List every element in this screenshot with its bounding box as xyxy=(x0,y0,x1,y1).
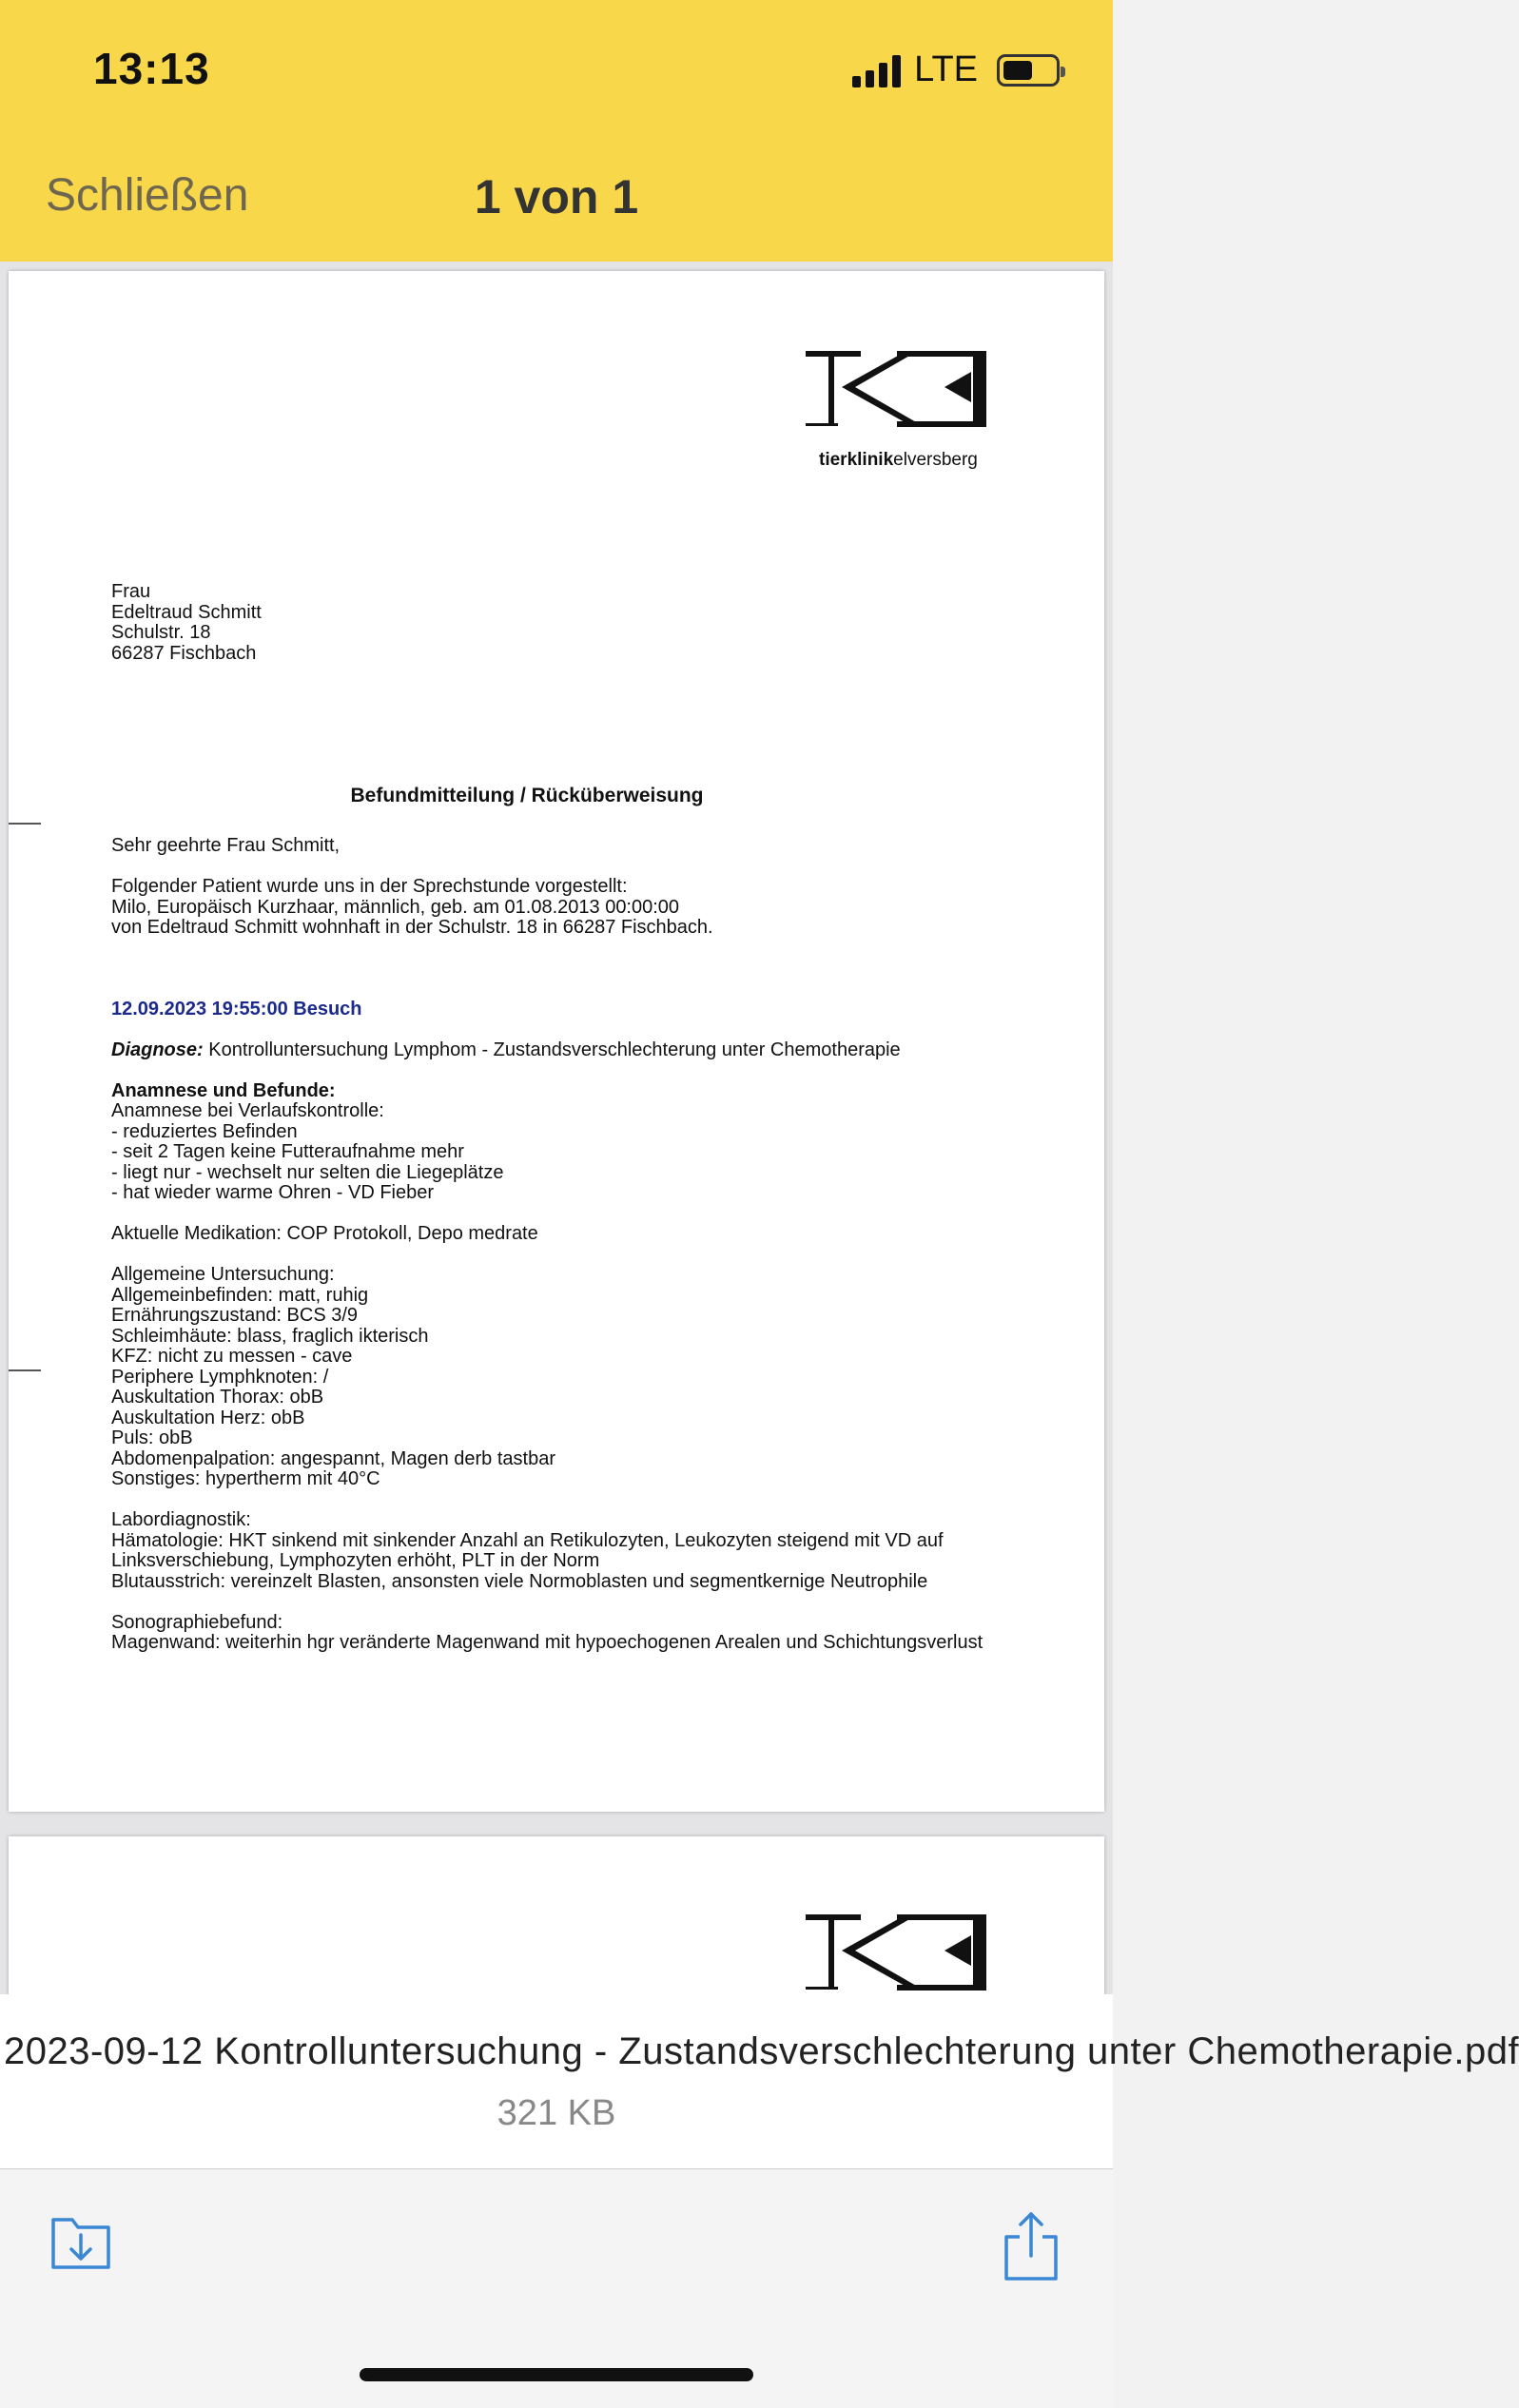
clinic-name-regular: elversberg xyxy=(893,450,978,470)
intro-line: Milo, Europäisch Kurzhaar, männlich, geb. am 01.08.2013 00:00:00 xyxy=(111,896,680,918)
exam-line: Allgemeinbefinden: matt, ruhig xyxy=(111,1284,369,1306)
visit-date: 12.09.2023 19:55:00 Besuch xyxy=(111,998,362,1020)
recipient-address xyxy=(111,582,262,664)
file-info xyxy=(0,1994,1519,2169)
exam-line: Periphere Lymphknoten: / xyxy=(111,1366,329,1388)
clinic-name-bold: tierklinik xyxy=(819,450,894,470)
home-indicator[interactable] xyxy=(360,2368,753,2381)
exam-line: Sonstiges: hypertherm mit 40°C xyxy=(111,1468,380,1489)
recipient-line: Schulstr. 18 xyxy=(111,622,211,643)
close-button[interactable]: Schließen xyxy=(46,170,249,221)
fold-mark xyxy=(9,823,41,825)
lab-line: Blutausstrich: vereinzelt Blasten, ansonsten viele Normoblasten und segmentkernige Neutrophile xyxy=(111,1570,928,1592)
lab-line: Labordiagnostik: xyxy=(111,1509,251,1530)
anamnesis-line: - reduziertes Befinden xyxy=(111,1120,298,1142)
download-icon xyxy=(49,2214,112,2271)
clinic-name xyxy=(819,450,978,471)
recipient-line: Frau xyxy=(111,581,151,602)
document-title: Befundmitteilung / Rücküberweisung xyxy=(350,785,704,806)
diagnosis-text: Kontrolluntersuchung Lymphom - Zustandsverschlechterung unter Chemotherapie xyxy=(203,1039,901,1060)
share-icon xyxy=(1001,2210,1061,2282)
lab-line: Linksverschiebung, Lymphozyten erhöht, PLT in der Norm xyxy=(111,1550,600,1571)
share-button[interactable] xyxy=(1001,2210,1061,2282)
medication: Aktuelle Medikation: COP Protokoll, Depo medrate xyxy=(111,1223,538,1244)
exam-line: Auskultation Herz: obB xyxy=(111,1407,305,1428)
status-time: 13:13 xyxy=(93,44,210,93)
clinic-logo xyxy=(806,1914,996,1994)
exam-line: Ernährungszustand: BCS 3/9 xyxy=(111,1305,359,1326)
fold-mark xyxy=(9,1369,41,1371)
exam-line: Puls: obB xyxy=(111,1427,193,1448)
file-name: 2023-09-12 Kontrolluntersuchung - Zustandsverschlechterung unter Chemotherapie.pdf xyxy=(4,2030,1519,2072)
salutation: Sehr geehrte Frau Schmitt, xyxy=(111,835,341,856)
diagnosis xyxy=(111,1040,983,1061)
intro-line: Folgender Patient wurde uns in der Sprechstunde vorgestellt: xyxy=(111,876,628,897)
battery-icon xyxy=(997,54,1060,87)
anamnesis-line: - liegt nur - wechselt nur selten die Liegeplätze xyxy=(111,1161,504,1183)
clinic-logo xyxy=(806,351,996,431)
letter-body xyxy=(111,836,983,1654)
intro-line: von Edeltraud Schmitt wohnhaft in der Schulstr. 18 in 66287 Fischbach. xyxy=(111,917,713,938)
signal-icon xyxy=(852,53,901,87)
page-counter: 1 von 1 xyxy=(474,170,639,223)
network-type: LTE xyxy=(914,49,978,89)
diagnosis-label: Diagnose: xyxy=(111,1039,204,1060)
exam-line: Abdomenpalpation: angespannt, Magen derb tastbar xyxy=(111,1447,556,1469)
exam-line: KFZ: nicht zu messen - cave xyxy=(111,1346,353,1367)
file-size: 321 KB xyxy=(497,2093,616,2133)
download-button[interactable] xyxy=(49,2214,112,2271)
exam-line: Allgemeine Untersuchung: xyxy=(111,1264,335,1285)
anamnesis-line: Anamnese bei Verlaufskontrolle: xyxy=(111,1100,384,1121)
document-viewer[interactable] xyxy=(0,262,1113,1994)
header xyxy=(0,0,1113,262)
status-indicators xyxy=(852,49,1060,90)
exam-line: Schleimhäute: blass, fraglich ikterisch xyxy=(111,1325,429,1347)
exam-line: Auskultation Thorax: obB xyxy=(111,1387,324,1408)
sono-line: Sonographiebefund: xyxy=(111,1611,283,1633)
sono-line: Magenwand: weiterhin hgr veränderte Magenwand mit hypoechogenen Arealen und Schichtungsverlust xyxy=(111,1632,983,1653)
recipient-line: 66287 Fischbach xyxy=(111,642,257,664)
recipient-line: Edeltraud Schmitt xyxy=(111,601,262,623)
anamnesis-heading: Anamnese und Befunde: xyxy=(111,1079,336,1101)
anamnesis-line: - seit 2 Tagen keine Futteraufnahme mehr xyxy=(111,1141,464,1162)
pdf-page-1 xyxy=(9,271,1104,1812)
anamnesis-line: - hat wieder warme Ohren - VD Fieber xyxy=(111,1182,435,1203)
lab-line: Hämatologie: HKT sinkend mit sinkender Anzahl an Retikulozyten, Leukozyten steigend mit VD auf xyxy=(111,1529,944,1551)
